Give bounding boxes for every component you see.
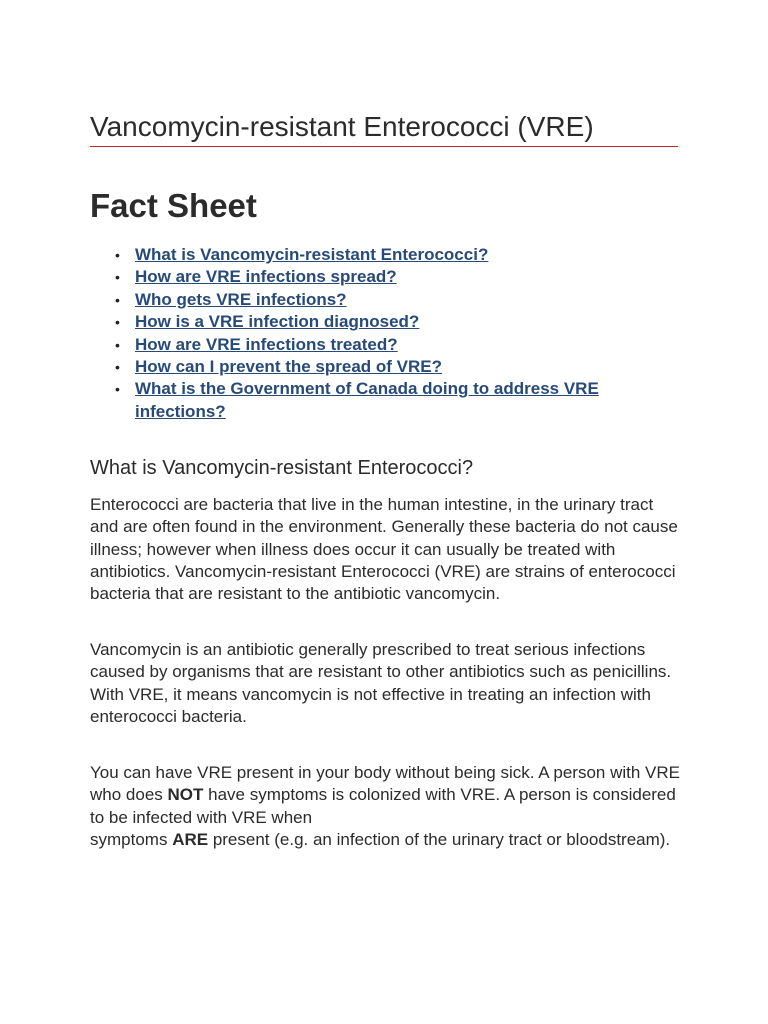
emphasis-are: ARE: [172, 829, 209, 849]
toc-item: [90, 244, 678, 266]
bullet-icon: •: [115, 336, 120, 353]
paragraph-colonized-part1: You can have VRE present in your body without being sick. A person with VRE who does: [90, 763, 680, 805]
fact-sheet-heading: Fact Sheet: [90, 187, 257, 224]
bullet-icon: •: [115, 381, 120, 398]
document-title: Vancomycin-resistant Enterococci (VRE): [90, 111, 594, 142]
paragraph-vancomycin: [90, 639, 680, 728]
table-of-contents: [90, 244, 678, 423]
toc-link-treated[interactable]: How are VRE infections treated?: [135, 334, 398, 354]
title-divider: [90, 146, 678, 147]
bullet-icon: •: [115, 247, 120, 263]
section-heading: What is Vancomycin-resistant Enterococci?: [90, 457, 474, 479]
emphasis-not: NOT: [167, 785, 204, 805]
toc-item: [90, 334, 678, 356]
toc-item: [90, 378, 678, 423]
toc-link-how-spread[interactable]: How are VRE infections spread?: [135, 267, 397, 287]
paragraph-vancomycin-line2: With VRE, it means vancomycin is not effective in treating an infection with enterococci bacteria.: [90, 684, 651, 726]
toc-link-diagnosed[interactable]: How is a VRE infection diagnosed?: [135, 312, 420, 332]
paragraph-enterococci: Enterococci are bacteria that live in the human intestine, in the urinary tract and are often found in the environment. Generally these bacteria do not cause illness; however when illness does occur it can usually be treated with antibiotics. Vancomycin-resistant Enterococci (VRE) are strains of enterococci bacteria that are resistant to the antibiotic vancomycin.: [90, 495, 678, 604]
bullet-icon: •: [115, 359, 120, 376]
paragraph-colonized-part2: have symptoms is colonized with VRE. A person is considered to be infected with VRE when: [90, 785, 676, 827]
bullet-icon: •: [115, 314, 120, 331]
toc-item: [90, 289, 678, 311]
bullet-icon: •: [115, 291, 120, 308]
toc-link-prevent[interactable]: How can I prevent the spread of VRE?: [135, 357, 443, 377]
paragraph-colonized-part4: present (e.g. an infection of the urinary tract or bloodstream).: [208, 829, 671, 849]
bullet-icon: •: [115, 269, 120, 286]
toc-link-who-gets[interactable]: Who gets VRE infections?: [135, 289, 347, 309]
toc-item: [90, 266, 678, 288]
paragraph-colonized-part3: symptoms: [90, 829, 173, 849]
paragraph-colonized: [90, 762, 680, 851]
toc-item: [90, 311, 678, 333]
toc-item: [90, 356, 678, 378]
paragraph-vancomycin-line1: Vancomycin is an antibiotic generally prescribed to treat serious infections caused by organisms that are resistant to other antibiotics such as penicillins.: [90, 640, 672, 682]
toc-link-government[interactable]: What is the Government of Canada doing to address VRE infections?: [135, 379, 599, 421]
toc-link-what-is-vre[interactable]: What is Vancomycin-resistant Enterococci?: [135, 245, 489, 264]
